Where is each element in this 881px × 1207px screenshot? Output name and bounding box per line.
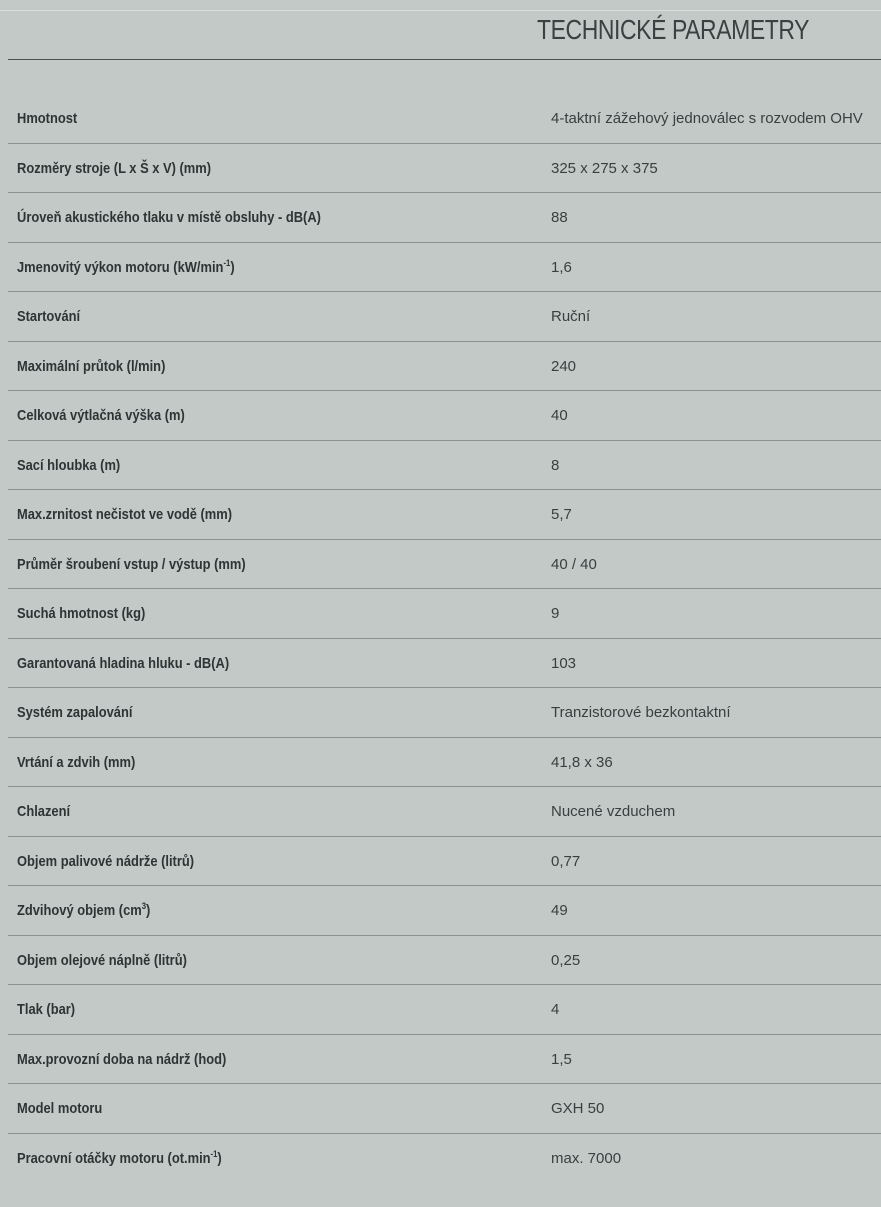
spec-value: 325 x 275 x 375 [551, 159, 658, 177]
spec-row [8, 936, 881, 986]
spec-value: 4-taktní zážehový jednoválec s rozvodem OHV [551, 110, 863, 127]
spec-row [8, 688, 881, 738]
spec-label: Sací hloubka (m) [17, 456, 121, 474]
spec-value: 0,25 [551, 951, 581, 969]
spec-value: 4 [551, 1001, 560, 1018]
header-divider [8, 59, 881, 60]
spec-value: 40 / 40 [551, 555, 597, 573]
spec-row [8, 1084, 881, 1134]
spec-label: Systém zapalování [17, 704, 133, 721]
spec-row [8, 243, 881, 293]
spec-value: 240 [551, 357, 577, 375]
spec-row [8, 193, 881, 243]
spec-value: 103 [551, 654, 577, 672]
page-title: TECHNICKÉ PARAMETRY [537, 14, 810, 45]
spec-label: Úroveň akustického tlaku v místě obsluhy - dB(A) [17, 209, 321, 226]
spec-row [8, 639, 881, 689]
spec-value: 41,8 x 36 [551, 753, 613, 771]
spec-row [8, 342, 881, 392]
spec-label: Garantovaná hladina hluku - dB(A) [17, 654, 230, 672]
spec-row [8, 787, 881, 837]
spec-label: Pracovní otáčky motoru $(ot.\min^{-1})$ [17, 1148, 222, 1167]
spec-value: 88 [551, 209, 568, 226]
spec-row [8, 589, 881, 639]
spec-label: Tlak (bar) [17, 1001, 76, 1018]
spec-value: 1,5 [551, 1050, 572, 1068]
spec-row [8, 144, 881, 194]
spec-label: Hmotnost [17, 110, 78, 127]
spec-row [8, 837, 881, 887]
spec-value: 49 [551, 902, 568, 919]
spec-value: 8 [551, 456, 560, 474]
spec-label: Zdvihový objem $(cm^3)$ [17, 901, 151, 919]
spec-row [8, 1035, 881, 1085]
spec-label: Chlazení [17, 803, 71, 820]
spec-value: Nucené vzduchem [551, 803, 676, 820]
top-divider [0, 10, 881, 11]
spec-row [8, 490, 881, 540]
spec-label: Suchá hmotnost (kg) [17, 605, 146, 622]
spec-row [8, 1134, 881, 1184]
spec-label: Rozměry stroje (L x Š x V) (mm) [17, 159, 212, 177]
spec-value: 40 [551, 407, 568, 424]
spec-label: Startování [17, 308, 81, 325]
spec-value: max. 7000 [551, 1149, 622, 1167]
spec-row [8, 94, 881, 144]
spec-label: Objem palivové nádrže (litrů) [17, 852, 195, 870]
spec-label: Vrtání a zdvih (mm) [17, 753, 136, 771]
spec-table [8, 94, 881, 1183]
spec-label: Max.provozní doba na nádrž (hod) [17, 1050, 227, 1068]
spec-value: 9 [551, 605, 560, 622]
spec-label: Průměr šroubení vstup / výstup (mm) [17, 555, 246, 573]
spec-row [8, 540, 881, 590]
spec-label: Maximální průtok (l/min) [17, 357, 166, 375]
spec-row [8, 391, 881, 441]
spec-label: Celková výtlačná výška (m) [17, 407, 185, 424]
spec-row [8, 292, 881, 342]
spec-row [8, 985, 881, 1035]
spec-label: Objem olejové náplně (litrů) [17, 951, 187, 969]
spec-label: Max.zrnitost nečistot ve vodě (mm) [17, 506, 233, 523]
spec-value: 0,77 [551, 852, 581, 870]
spec-value: Ruční [551, 308, 591, 325]
spec-label: Model motoru [17, 1100, 103, 1117]
spec-value: Tranzistorové bezkontaktní [551, 704, 731, 721]
spec-row [8, 738, 881, 788]
spec-value: 1,6 [551, 258, 572, 276]
spec-value: GXH 50 [551, 1100, 605, 1117]
spec-value: 5,7 [551, 506, 572, 523]
spec-row [8, 441, 881, 491]
spec-label: Jmenovitý výkon motoru $(kW/\min^{-1})$ [17, 257, 235, 276]
spec-row [8, 886, 881, 936]
